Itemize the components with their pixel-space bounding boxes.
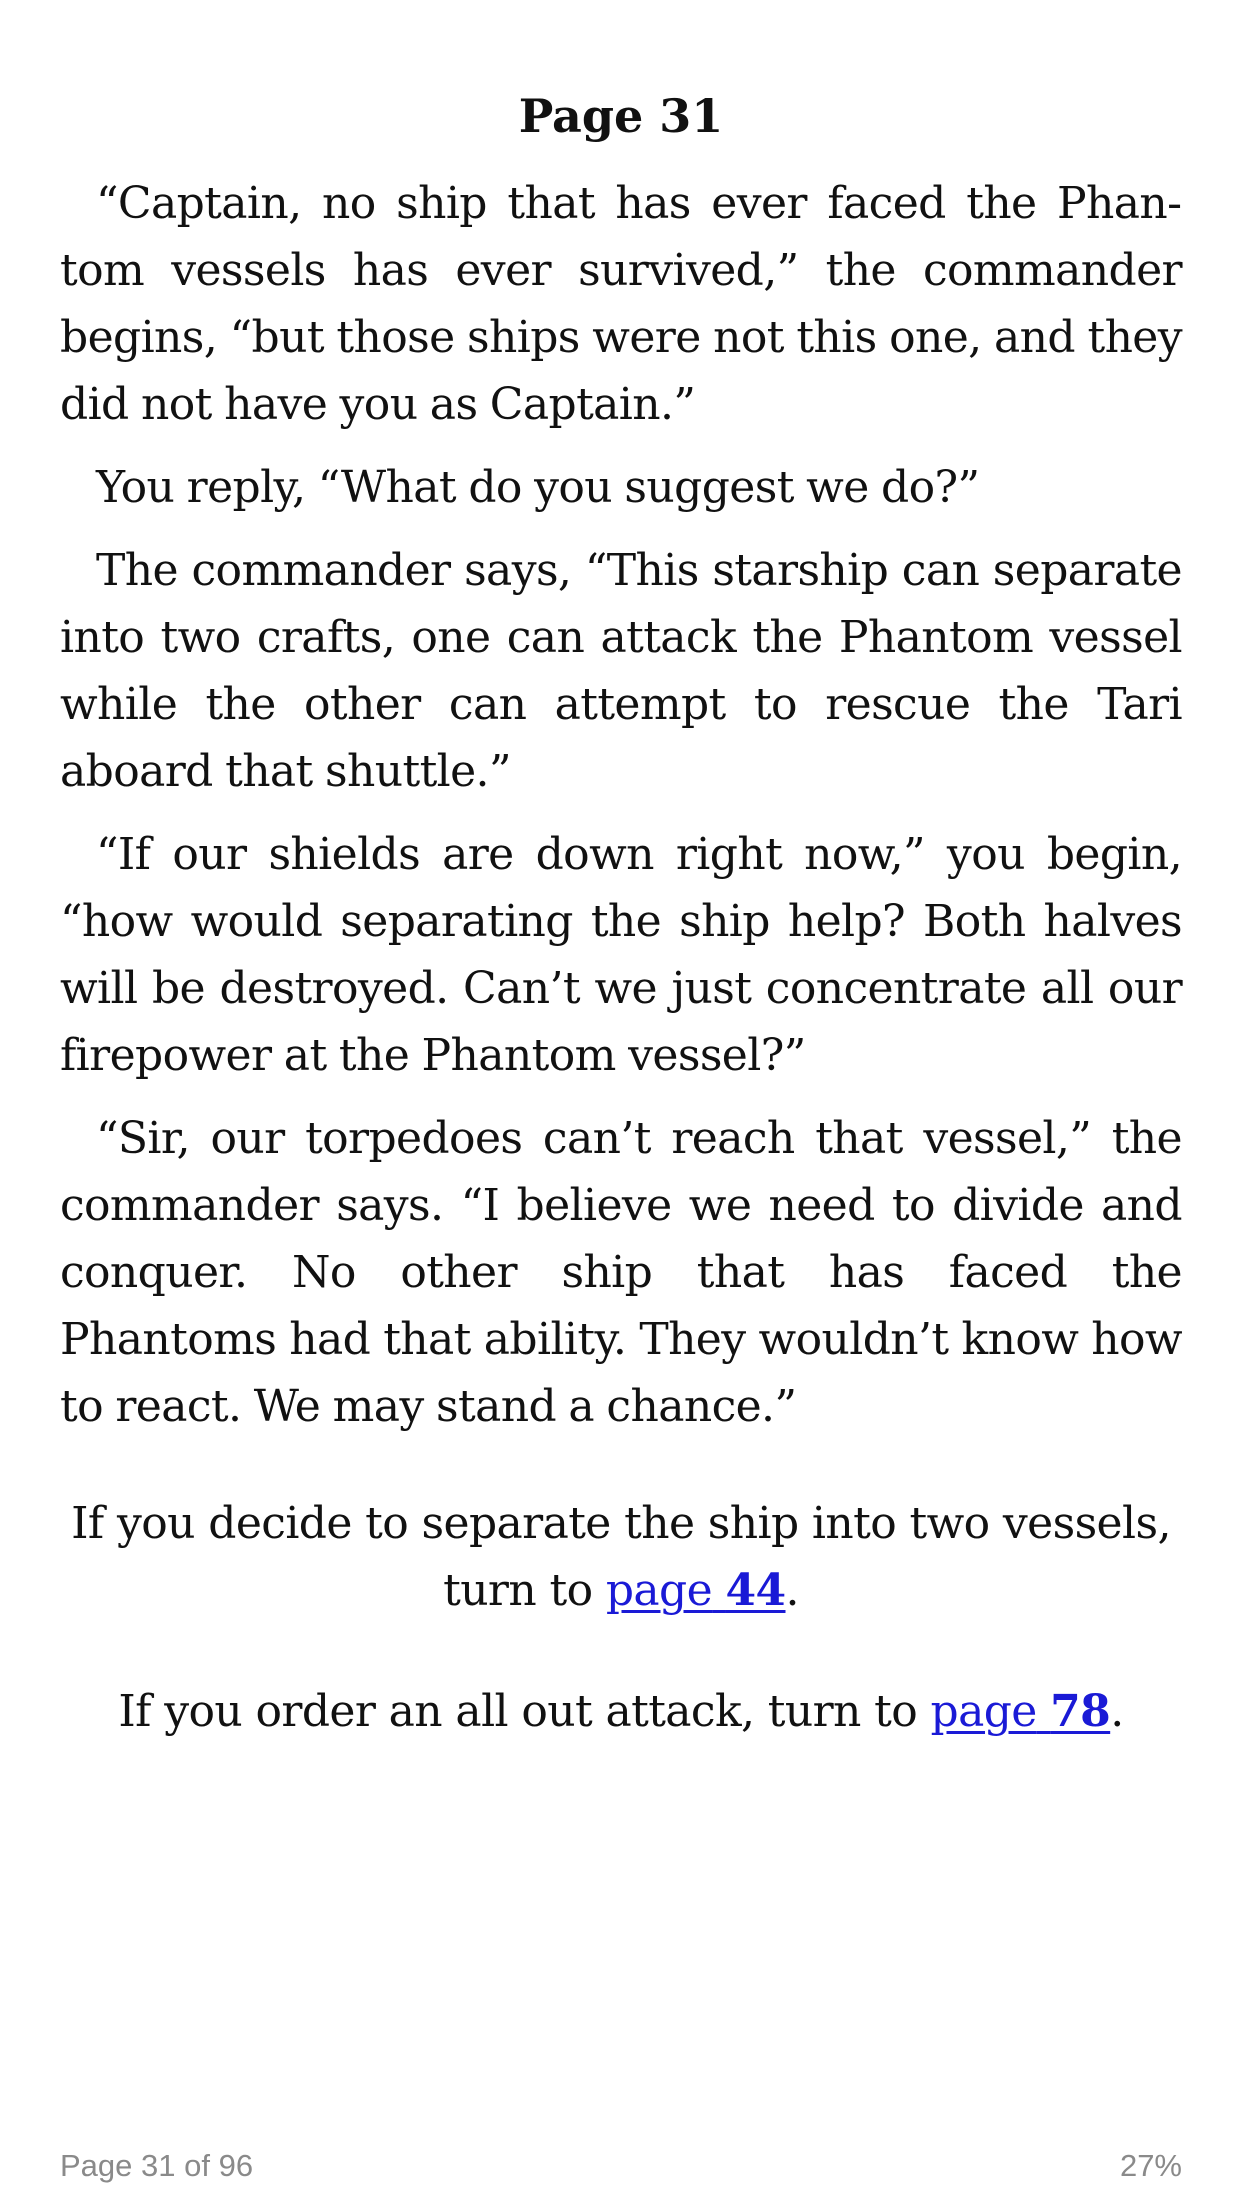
page-title: Page 31 (518, 89, 724, 143)
story-paragraph-1: “Captain, no ship that has ever faced the Phantom vessels has ever survived,” the commander begins, “but those ships were not this one, and they did not have you as Captain.” (60, 178, 1182, 430)
page-78-link-number: 78 (1050, 1686, 1111, 1737)
page-78-link[interactable] (931, 1686, 1111, 1737)
choice-1-text: If you decide to separate the ship into two vessels, turn to (71, 1498, 1171, 1616)
page-78-link-word: page (930, 1686, 1037, 1737)
choice-separate-ship (60, 1490, 1182, 1624)
book-page (60, 0, 1182, 1745)
story-paragraph-3: The commander says, “This starship can separate into two crafts, one can attack the Phantom vessel while the other can attempt to rescue the Tari aboard that shuttle.” (60, 545, 1182, 797)
choice-all-out-attack (60, 1678, 1182, 1745)
choice-2-end: . (1110, 1686, 1124, 1737)
reader-footer (60, 2148, 1182, 2188)
page-44-link-number: 44 (725, 1565, 786, 1616)
story-paragraph-2: You reply, “What do you suggest we do?” (96, 462, 980, 513)
choice-2-text: If you order an all out attack, turn to (118, 1686, 931, 1737)
choice-1-end: . (785, 1565, 799, 1616)
page-44-link-word: page (605, 1565, 713, 1616)
page-44-link[interactable] (606, 1565, 786, 1616)
page-progress-label: Page 31 of 96 (60, 2148, 254, 2183)
story-paragraph-4: “If our shields are down right now,” you begin, “how would separating the ship help? Both halves will be destroyed. Can’t we just concentrate all our firepower at the Phantom vessel?” (60, 829, 1182, 1081)
percent-read: 27% (1119, 2148, 1182, 2183)
story-paragraph-5: “Sir, our torpedoes can’t reach that vessel,” the commander says. “I believe we need to divide and conquer. No other ship that has faced the Phantoms had that ability. They wouldn’t know how to react. We may stand a chance.” (60, 1113, 1182, 1432)
